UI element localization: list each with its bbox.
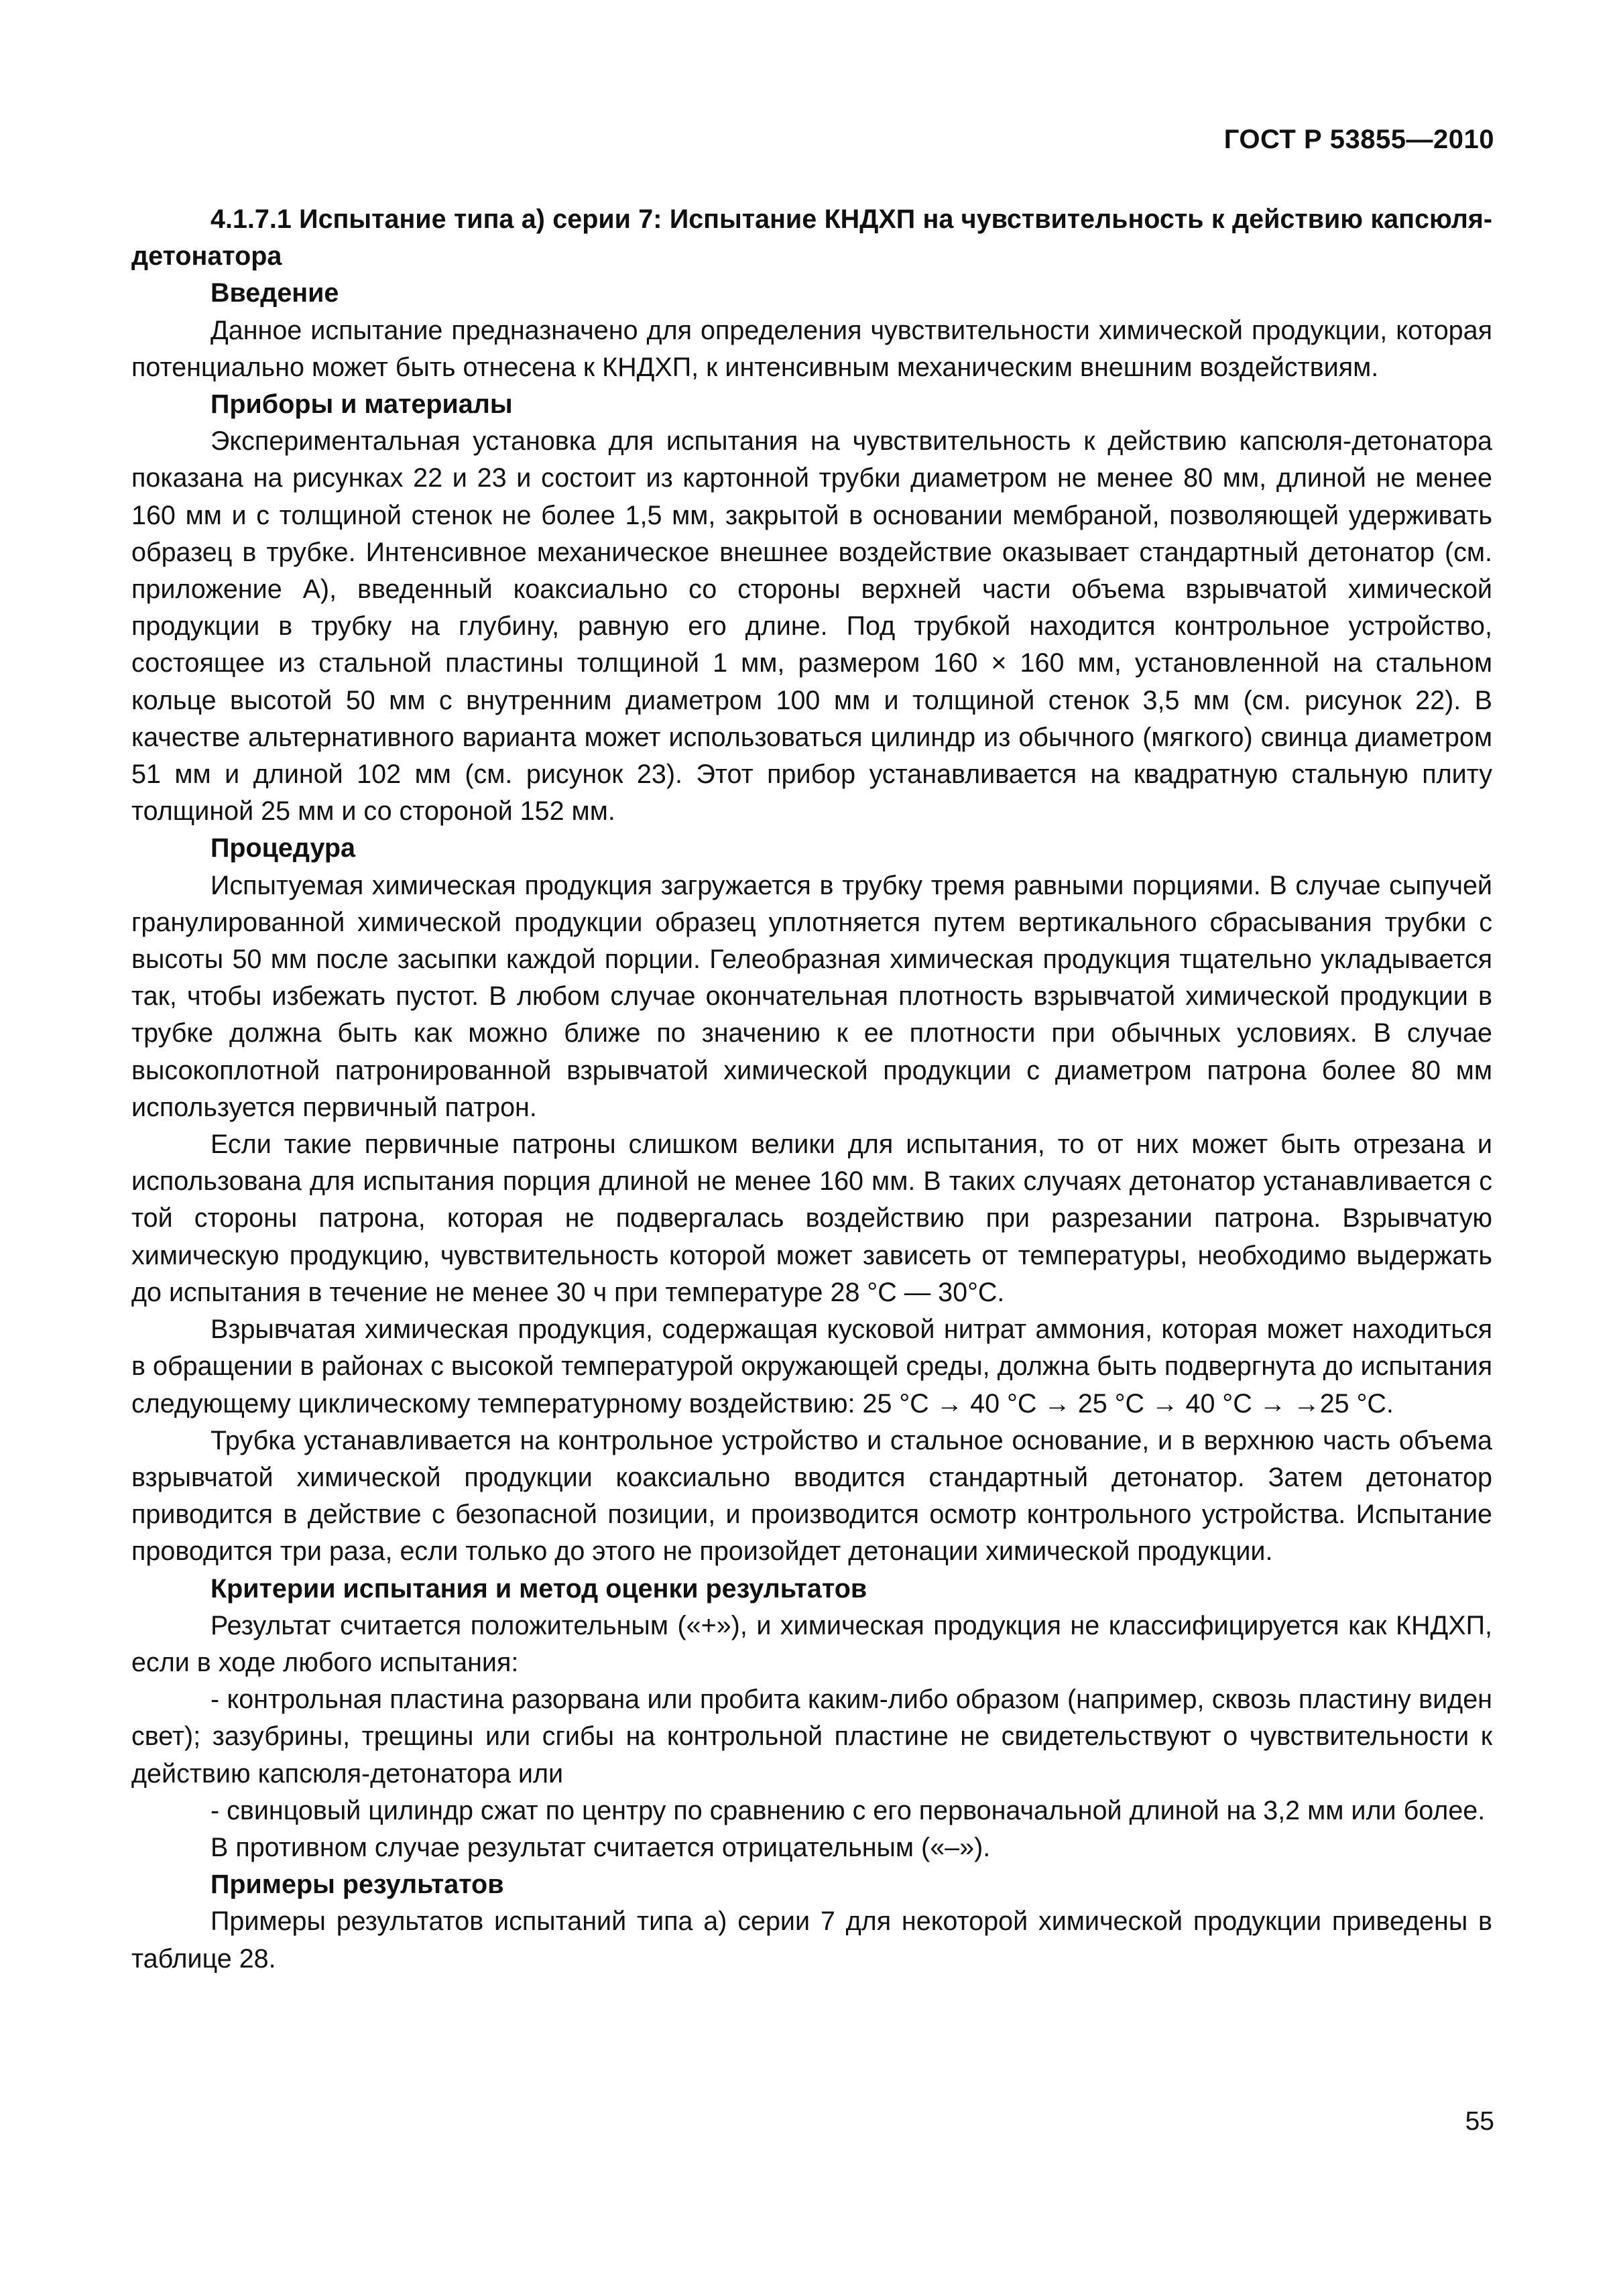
procedure-heading: Процедура: [211, 833, 355, 863]
procedure-paragraph: Взрывчатая химическая продукция, содержащая кусковой нитрат аммония, которая может находиться в обращении в районах с высокой температурой окружающей среды, должна быть подвергнута до испытания следующему циклическому температурному воздействию: 25 °С → 40 °С → 25 °С → 40 °С → →25 °С.: [131, 1315, 1492, 1418]
apparatus-paragraph: Экспериментальная установка для испытания на чувствительность к действию капсюля-детонатора показана на рисунках 22 и 23 и состоит из картонной трубки диаметром не менее 80 мм, длиной не менее 160 мм и с толщиной стенок не более 1,5 мм, закрытой в основании мембраной, позволяющей удерживать образец в трубке. Интенсивное механическое внешнее воздействие оказывает стандартный детонатор (см. приложение А), введенный коаксиально со стороны верхней части объема взрывчатой химической продукции в трубку на глубину, равную его длине. Под трубкой находится контрольное устройство, состоящее из стальной пластины толщиной 1 мм, размером 160 × 160 мм, установленной на стальном кольце высотой 50 мм с внутренним диаметром 100 мм и толщиной стенок 3,5 мм (см. рисунок 22). В качестве альтернативного варианта может использоваться цилиндр из обычного (мягкого) свинца диаметром 51 мм и длиной 102 мм (см. рисунок 23). Этот прибор устанавливается на квадратную стальную плиту толщиной 25 мм и со стороной 152 мм.: [131, 426, 1492, 827]
standard-number: ГОСТ Р 53855—2010: [1223, 125, 1494, 154]
section-title: 4.1.7.1 Испытание типа а) серии 7: Испытание КНДХП на чувствительность к действию капсюля-детонатора: [131, 204, 1492, 271]
criteria-list-item: - свинцовый цилиндр сжат по центру по сравнению с его первоначальной длиной на 3,2 мм или более.: [211, 1795, 1486, 1825]
examples-heading: Примеры результатов: [211, 1870, 504, 1900]
page-number: 55: [1465, 2107, 1494, 2136]
criteria-paragraph: В противном случае результат считается отрицательным («–»).: [211, 1832, 991, 1862]
criteria-heading: Критерии испытания и метод оценки результатов: [211, 1573, 867, 1604]
page-body: [131, 201, 1492, 1978]
procedure-paragraph: Трубка устанавливается на контрольное устройство и стальное основание, и в верхнюю часть объема взрывчатой химической продукции коаксиально вводится стандартный детонатор. Затем детонатор приводится в действие с безопасной позиции, и производится осмотр контрольного устройства. Испытание проводится три раза, если только до этого не произойдет детонации химической продукции.: [131, 1425, 1492, 1567]
procedure-paragraph: Если такие первичные патроны слишком велики для испытания, то от них может быть отрезана и использована для испытания порция длиной не менее 160 мм. В таких случаях детонатор устанавливается с той стороны патрона, которая не подвергалась воздействию при разрезании патрона. Взрывчатую химическую продукцию, чувствительность которой может зависеть от температуры, необходимо выдержать до испытания в течение не менее 30 ч при температуре 28 °С — 30°С.: [131, 1130, 1492, 1307]
apparatus-heading: Приборы и материалы: [211, 389, 513, 420]
criteria-paragraph: Результат считается положительным («+»), и химическая продукция не классифицируется как КНДХП, если в ходе любого испытания:: [131, 1610, 1492, 1677]
criteria-list-item: - контрольная пластина разорвана или пробита каким-либо образом (например, сквозь пластину виден свет); зазубрины, трещины или сгибы на контрольной пластине не свидетельствуют о чувствительности к действию капсюля-детонатора или: [131, 1685, 1492, 1789]
intro-heading: Введение: [211, 278, 339, 308]
intro-paragraph: Данное испытание предназначено для определения чувствительности химической продукции, которая потенциально может быть отнесена к КНДХП, к интенсивным механическим внешним воздействиям.: [131, 315, 1492, 382]
procedure-paragraph: Испытуемая химическая продукция загружается в трубку тремя равными порциями. В случае сыпучей гранулированной химической продукции образец уплотняется путем вертикального сбрасывания трубки с высоты 50 мм после засыпки каждой порции. Гелеобразная химическая продукция тщательно укладывается так, чтобы избежать пустот. В любом случае окончательная плотность взрывчатой химической продукции в трубке должна быть как можно ближе по значению к ее плотности при обычных условиях. В случае высокоплотной патронированной взрывчатой химической продукции с диаметром патрона более 80 мм используется первичный патрон.: [131, 870, 1492, 1122]
examples-paragraph: Примеры результатов испытаний типа а) серии 7 для некоторой химической продукции приведены в таблице 28.: [131, 1907, 1492, 1974]
